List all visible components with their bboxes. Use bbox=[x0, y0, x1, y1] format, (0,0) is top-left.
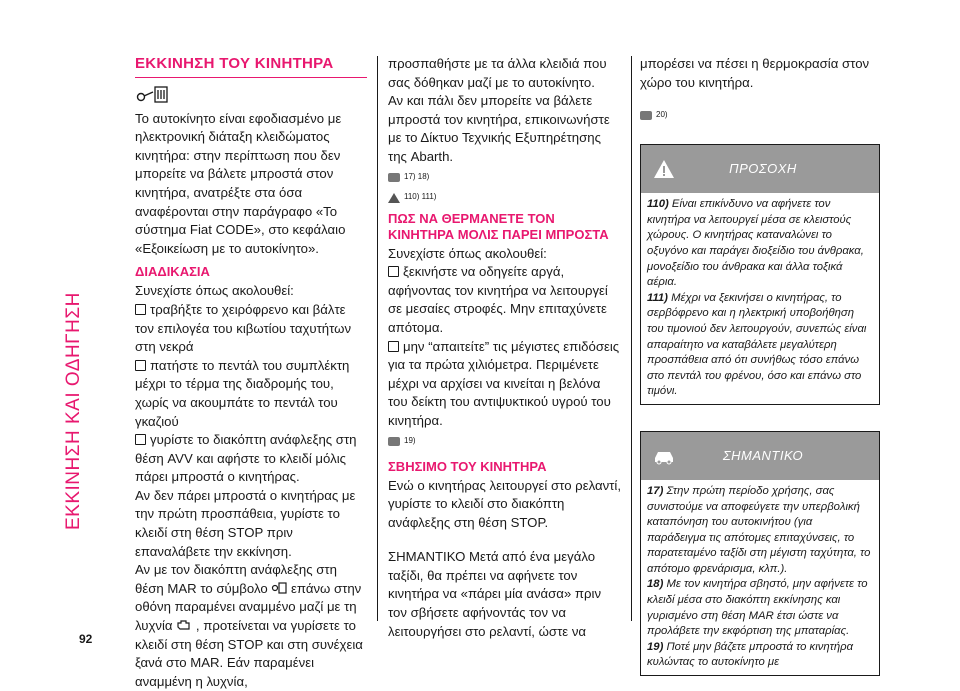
note-box-header bbox=[641, 432, 879, 480]
intro-paragraph: Το αυτοκίνητο είναι εφοδιασμένο με ηλεκτρονική διάταξη κλειδώματος κινητήρα: στην περίπτωση που δεν μπορείτε να βάλετε μπροστά στον κινητήρα, ανατρέξτε στα όσα αναφέρονται στην παράγραφο «Το σύστημα Fiat CODE», στο κεφάλαιο «Εξοικείωση με το αυτοκίνητο». bbox=[135, 110, 346, 256]
section-heading: ΕΚΚΙΝΗΣΗ ΤΟΥ ΚΙΝΗΤΗΡΑ bbox=[135, 55, 367, 78]
column-divider bbox=[631, 56, 632, 621]
column-1 bbox=[135, 55, 367, 691]
bullet-icon bbox=[135, 434, 146, 445]
subheading-stopping: ΣΒΗΣΙΜΟ ΤΟΥ ΚΙΝΗΤΗΡΑ bbox=[388, 458, 547, 474]
list-item: 18) Με τον κινητήρα σβηστό, μην αφήνετε το κλειδί μέσα στο διακόπτη εκκίνησης και γυρισμένο στη θέση MAR έτσι ώστε να προλάβετε την εκφόρτιση της μπαταρίας. bbox=[647, 578, 868, 638]
icon-row bbox=[135, 82, 367, 108]
list-item: πατήστε το πεντάλ του συμπλέκτη μέχρι το τέρμα της διαδρομής του, χωρίς να ακουμπάτε το πεντάλ του γκαζιού bbox=[135, 357, 350, 429]
warning-icon bbox=[388, 193, 400, 203]
note-icon bbox=[388, 437, 400, 446]
list-item: τραβήξτε το χειρόφρενο και βάλτε τον επιλογέα του κιβωτίου ταχυτήτων στη νεκρά bbox=[135, 301, 352, 355]
bullet-icon bbox=[388, 341, 399, 352]
warning-box bbox=[640, 144, 880, 405]
section-title-vertical: ΕΚΚΙΝΗΣΗ ΚΑΙ ΟΔΗΓΗΣΗ bbox=[63, 292, 84, 530]
page-number: 92 bbox=[79, 632, 93, 646]
key-immobilizer-icon bbox=[135, 84, 169, 106]
paragraph: μπορέσει να πέσει η θερμοκρασία στον χώρο του κινητήρα. bbox=[640, 56, 870, 90]
list-item: ξεκινήστε να οδηγείτε αργά, αφήνοντας τον κινητήρα να λειτουργεί σε μεσαίες στροφές. Μην επιταχύνετε απότομα. bbox=[388, 264, 608, 335]
paragraph: Αν και πάλι δεν μπορείτε να βάλετε μπροστά τον κινητήρα, επικοινωνήστε με το Δίκτυο Τεχνικής Εξυπηρέτησης της Abarth. bbox=[388, 93, 610, 164]
note-icon bbox=[640, 111, 652, 120]
list-item: 110) Είναι επικίνδυνο να αφήνετε τον κινητήρα να λειτουργεί μέσα σε κλειστούς χώρους. Ο κινητήρας καταναλώνει το οξυγόνο και παράγει διοξείδιο του άνθρακα, μονοξείδιο του άνθρακα και άλλα τοξικά αέρια. bbox=[647, 198, 864, 289]
note-box-title: ΣΗΜΑΝΤΙΚΟ bbox=[722, 447, 804, 463]
warning-box-body bbox=[641, 193, 879, 404]
note-box-body bbox=[641, 480, 879, 675]
paragraph: Αν δεν πάρει μπροστά ο κινητήρας με την πρώτη προσπάθεια, γυρίστε το κλειδί στη θέση STOP πριν επαναλάβετε την εκκίνηση. bbox=[135, 487, 356, 559]
paragraph: προσπαθήστε με τα άλλα κλειδιά που σας δόθηκαν μαζί με το αυτοκίνητο. bbox=[388, 56, 607, 90]
list-item: 19) Ποτέ μην βάζετε μπροστά το κινητήρα κυλώντας το αυτοκίνητο με bbox=[647, 640, 854, 669]
procedure-intro: Συνεχίστε όπως ακολουθεί: bbox=[135, 283, 294, 299]
list-item: 111) Μέχρι να ξεκινήσει ο κινητήρας, το σερβόφρενο και η ηλεκτρική υποβοήθηση του τιμονιού δεν λειτουργούν, συνεπώς είναι απαραίτητο να καταβάλετε μεγαλύτερη προσπάθεια από ότι συνήθως τόσο επάνω στο πεντάλ του φρένου, όσο και επάνω στο τιμόνι. bbox=[647, 291, 867, 398]
bullet-icon bbox=[388, 266, 399, 277]
bullet-icon bbox=[135, 360, 146, 371]
paragraph: ΣΗΜΑΝΤΙΚΟ Μετά από ένα μεγάλο ταξίδι, θα πρέπει να αφήνετε τον κινητήρα να «πάρει μία ανάσα» πριν τον σβήσετε αφήνοντάς τον να λειτουργήσει στο ρελαντί, ώστε να bbox=[388, 549, 602, 639]
procedure-intro: Συνεχίστε όπως ακολουθεί: bbox=[388, 245, 547, 261]
warning-box-title: ΠΡΟΣΟΧΗ bbox=[729, 160, 797, 176]
list-item: 17) Στην πρώτη περίοδο χρήσης, σας συνιστούμε να αποφεύγετε την υπερβολική καταπόνηση του αυτοκινήτου (για παράδειγμα τις απότομες επιταχύνσεις, το παρατεταμένο ταξίδι στη μέγιστη ταχύτητα, το απότομο φρενάρισμα, κλπ.). bbox=[647, 484, 871, 575]
paragraph: Αν με τον διακόπτη ανάφλεξης στη θέση MAR το σύμβολο επάνω στην οθόνη παραμένει αναμμένο μαζί με τη λυχνία , προτείνεται να γυρίσετε το κλειδί στη θέση STOP και στη συνέχεια ξανά στο MAR. Εάν παραμένει αναμμένη η λυχνία, bbox=[135, 562, 363, 689]
column-3 bbox=[640, 55, 880, 676]
list-item: γυρίστε το διακόπτη ανάφλεξης στη θέση AVV και αφήστε το κλειδί μόλις πάρει μπροστά ο κινητήρας. bbox=[135, 432, 357, 485]
note-reference: 17) 18) bbox=[388, 169, 623, 187]
paragraph: Ενώ ο κινητήρας λειτουργεί στο ρελαντί, γυρίστε το κλειδί στο διακόπτη ανάφλεξης στη θέση STOP. bbox=[388, 477, 621, 530]
bullet-icon bbox=[135, 304, 146, 315]
subheading-warmup: ΠΩΣ ΝΑ ΘΕΡΜΑΝΕΤΕ ΤΟΝ ΚΙΝΗΤΗΡΑ ΜΟΛΙΣ ΠΑΡΕΙ ΜΠΡΟΣΤΑ bbox=[388, 210, 609, 242]
note-reference: 19) bbox=[388, 433, 623, 451]
subheading-procedure: ΔΙΑΔΙΚΑΣΙΑ bbox=[135, 264, 210, 280]
warning-reference: 110) 111) bbox=[388, 189, 623, 207]
warning-triangle-icon bbox=[653, 159, 675, 179]
list-item: μην “απαιτείτε” τις μέγιστες επιδόσεις για τα πρώτα χιλιόμετρα. Περιμένετε μέχρι να αρχίσει να κινείται η βελόνα του δείκτη του αντιψυκτικού υγρού του κινητήρα. bbox=[388, 338, 620, 428]
column-divider bbox=[377, 56, 378, 621]
immobilizer-symbol-icon bbox=[271, 581, 287, 595]
note-reference: 20) bbox=[640, 106, 880, 124]
engine-warning-lamp-icon bbox=[176, 618, 192, 632]
column-2 bbox=[388, 55, 623, 641]
note-icon bbox=[388, 173, 400, 182]
car-note-icon bbox=[652, 447, 676, 465]
warning-box-header bbox=[641, 145, 879, 193]
note-box bbox=[640, 431, 880, 676]
